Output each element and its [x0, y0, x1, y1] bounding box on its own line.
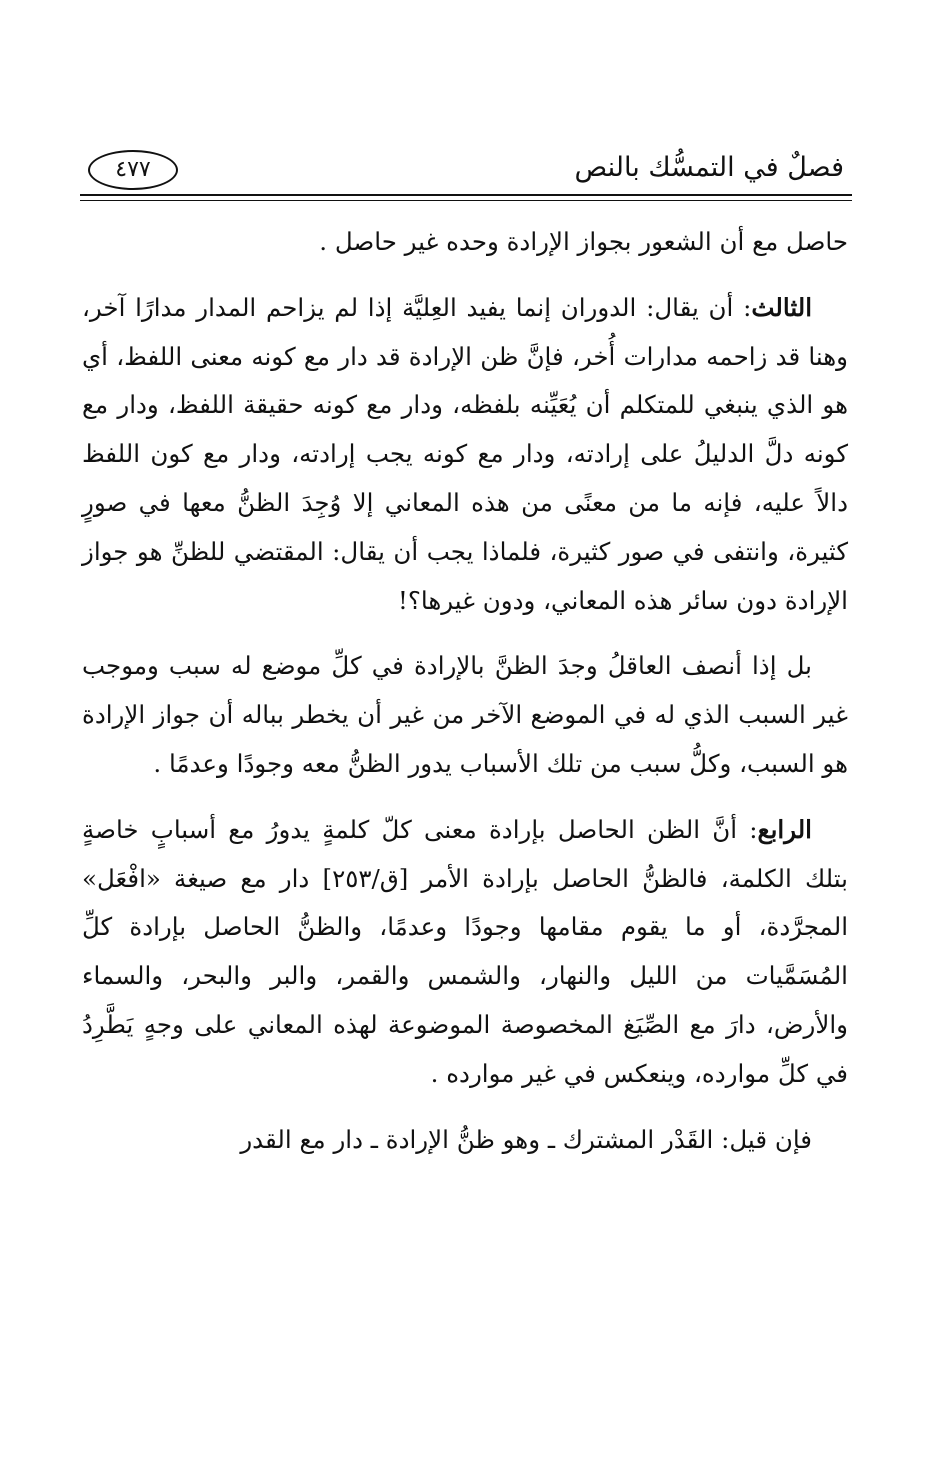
page-number-badge: ٤٧٧	[88, 150, 178, 190]
paragraph-text: فإن قيل: القَدْر المشترك ـ وهو ظنُّ الإرادة ـ دار مع القدر	[240, 1124, 812, 1154]
paragraph-text: : أنَّ الظن الحاصل بإرادة معنى كلّ كلمةٍ يدورُ مع أسبابٍ خاصةٍ بتلك الكلمة، فالظنُّ الحاصل بإرادة الأمر [ق/٢٥٣] دار مع صيغة «افْعَل» المجرَّدة، أو ما يقوم مقامها وجودًا وعدمًا، والظنُّ الحاصل بإرادة كلِّ المُسَمَّيات من الليل والنهار، والشمس والقمر، والبر والبحر، والسماء والأرض، دارَ مع الصِّيَغ المخصوصة الموضوعة لهذه المعاني على وجهٍ يَطَّرِدُ في كلِّ موارده، وينعكس في غير موارده .	[82, 814, 848, 1088]
header-rule-thick	[80, 194, 852, 196]
paragraph-objection	[82, 1116, 848, 1165]
header-rule-thin	[80, 200, 852, 201]
paragraph-text: بل إذا أنصف العاقلُ وجدَ الظنَّ بالإرادة في كلِّ موضع له سبب وموجب غير السبب الذي له في الموضع الآخر من غير أن يخطر بباله أن جواز الإرادة هو السبب، وكلُّ سبب من تلك الأسباب يدور الظنُّ معه وجودًا وعدمًا .	[82, 651, 848, 778]
paragraph-text: : أن يقال: الدوران إنما يفيد العِليَّة إذا لم يزاحم المدار مدارًا آخر، وهنا قد زاحمه مدارات أُخر، فإنَّ ظن الإرادة قد دار مع كونه معنى اللفظ، أي هو الذي ينبغي للمتكلم أن يُعَيِّنه بلفظه، ودار مع كونه حقيقة اللفظ، ودار مع كونه دلَّ الدليلُ على إرادته، ودار مع كونه يجب إرادته، ودار مع كون اللفظ دالاً عليه، فإنه ما من معنًى من هذه المعاني إلا وُجِدَ الظنُّ معها في صورٍ كثيرة، وانتفى في صور كثيرة، فلماذا يجب أن يقال: المقتضي للظنِّ هو جواز الإرادة دون سائر هذه المعاني، ودون غيرها؟!	[82, 292, 848, 615]
paragraph-text: حاصل مع أن الشعور بجواز الإرادة وحده غير حاصل .	[319, 227, 848, 256]
page-header	[80, 138, 852, 194]
paragraph-continuation	[82, 218, 848, 267]
paragraph-lead: الثالث	[751, 292, 812, 322]
paragraph-reasonable-person	[82, 642, 848, 788]
paragraph-third	[82, 284, 848, 626]
paragraph-fourth	[82, 806, 848, 1099]
body-text	[82, 218, 848, 1181]
running-title: فصلٌ في التمسُّك بالنص	[574, 152, 844, 183]
paragraph-lead: الرابع	[757, 814, 812, 844]
